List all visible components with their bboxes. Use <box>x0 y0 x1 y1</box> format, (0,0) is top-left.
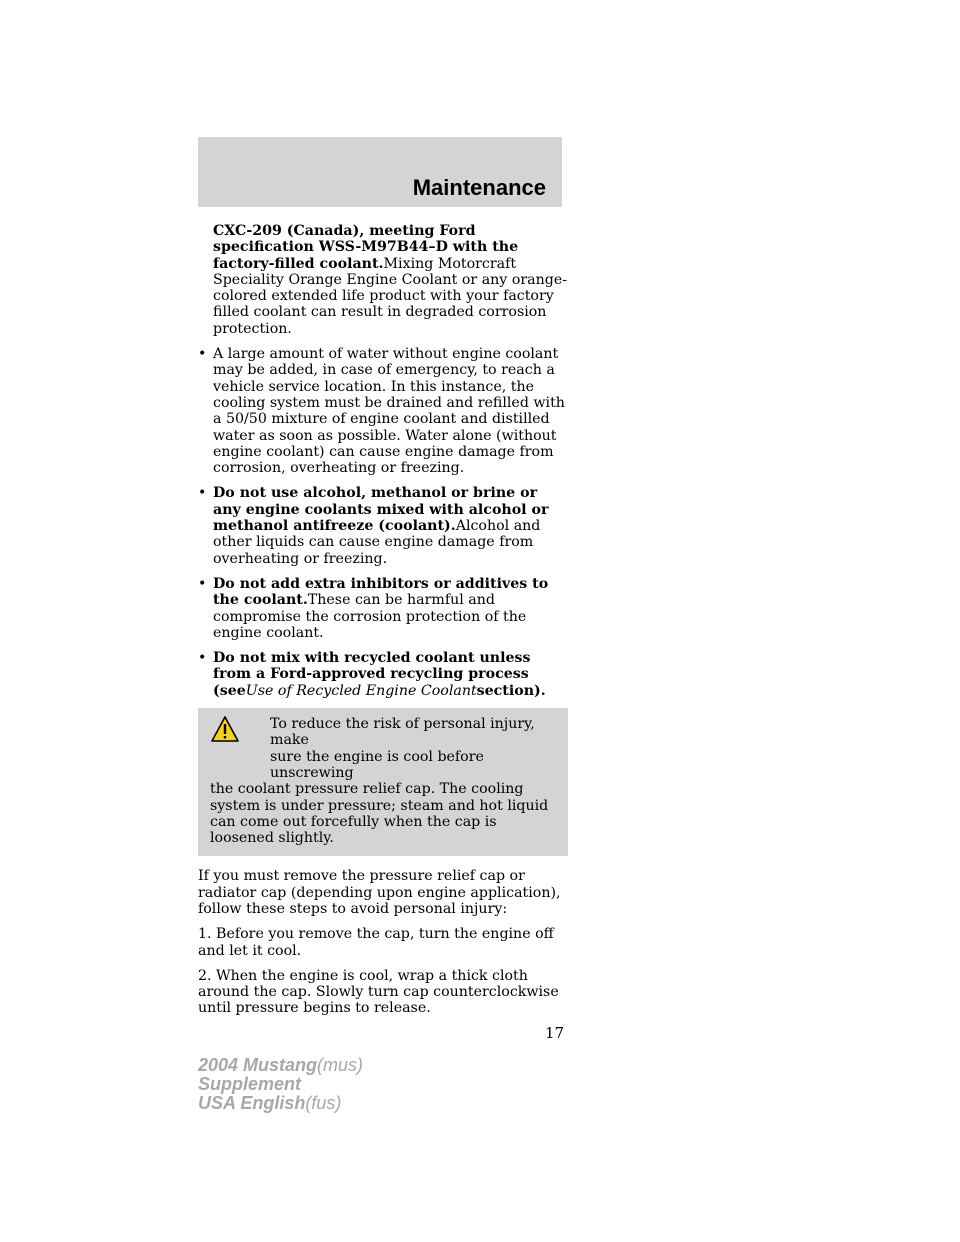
list-item: • A large amount of water without engine coolant may be added, in case of emergency, to reach a vehicle service location. In this instance, the cooling system must be drained and refilled with a 50/50 mixture of engine coolant and distilled water as soon as possible. Water alone (without engine coolant) can cause engine damage from corrosion, overheating or freezing. <box>198 346 565 477</box>
warning-line-1: To reduce the risk of personal injury, make <box>270 716 535 749</box>
warning-icon <box>210 715 240 743</box>
intro-bold: CXC-209 (Canada), meeting Ford specification WSS-M97B44–D with the factory-filled coolant. <box>213 223 519 272</box>
step-1: 1. Before you remove the cap, turn the engine off and let it cool. <box>198 926 554 959</box>
list-item: • Do not add extra inhibitors or additives to the coolant.These can be harmful and compromise the corrosion protection of the engine coolant. <box>198 575 549 641</box>
page-number: 17 <box>545 1024 565 1042</box>
bullet-icon: • <box>198 575 207 592</box>
footer: 2004 Mustang(mus) Supplement USA English(fus) <box>198 1055 364 1113</box>
bullet-icon: • <box>198 650 207 667</box>
intro-paragraph <box>198 223 568 337</box>
section-title: Maintenance <box>412 175 546 200</box>
list-item: • Do not use alcohol, methanol or brine or any engine coolants mixed with alcohol or methanol antifreeze (coolant).Alcohol and other liquids can cause engine damage from overheating or freezing. <box>198 485 549 567</box>
bullet-icon: • <box>198 346 207 363</box>
warning-line-2: sure the engine is cool before unscrewing <box>270 748 484 781</box>
warning-rest: the coolant pressure relief cap. The cooling system is under pressure; steam and hot liquid can come out forcefully when the cap is loosened slightly. <box>210 781 549 847</box>
paragraph: If you must remove the pressure relief cap or radiator cap (depending upon engine application), follow these steps to avoid personal injury: <box>198 868 561 917</box>
step-2: 2. When the engine is cool, wrap a thick cloth around the cap. Slowly turn cap counterclockwise until pressure begins to release. <box>198 967 559 1017</box>
list-item: • Do not mix with recycled coolant unless from a Ford-approved recycling process (seeUse of Recycled Engine Coolantsection). <box>198 650 546 699</box>
bullet-icon: • <box>198 485 207 502</box>
section-header <box>198 137 562 207</box>
intro-normal: Mixing Motorcraft Speciality Orange Engine Coolant or any orange-colored extended life product with your factory filled coolant can result in degraded corrosion protection. <box>213 255 568 337</box>
warning-box <box>198 708 568 856</box>
page-content <box>198 223 568 1026</box>
